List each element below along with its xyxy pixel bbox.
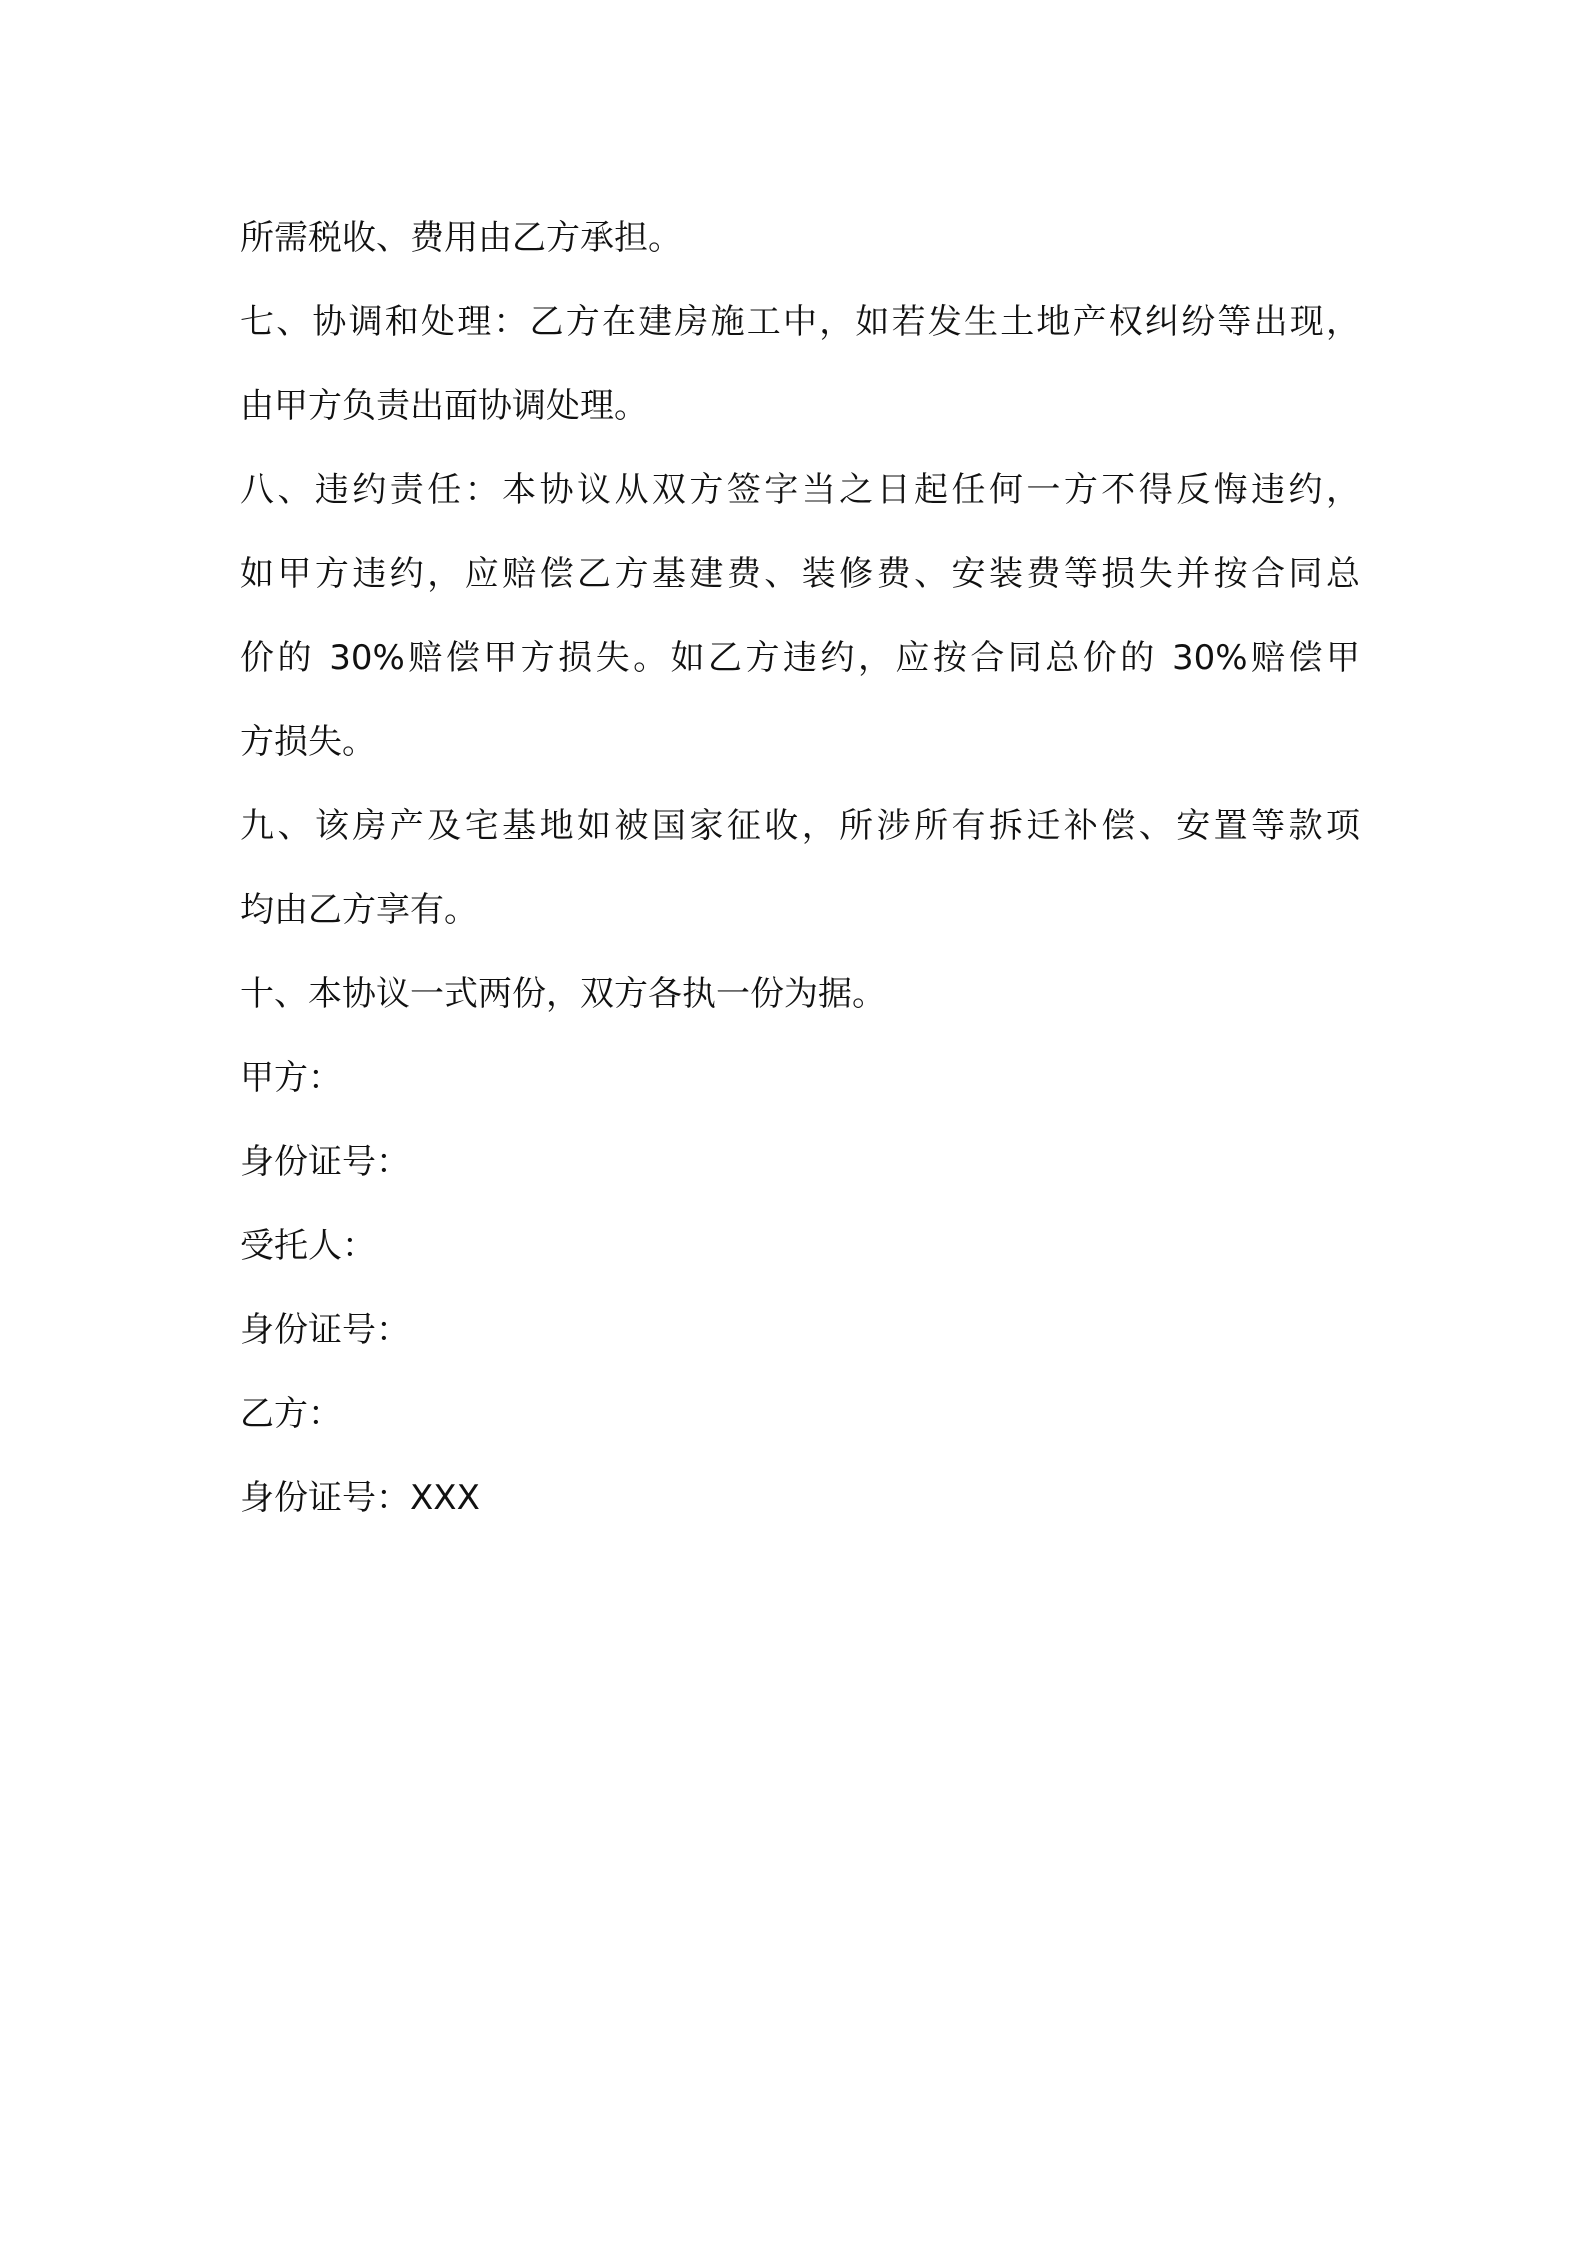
clause-8-line-4: 方损失。 <box>240 722 376 762</box>
clause-8-line-3: 价的 30%赔偿甲方损失。如乙方违约，应按合同总价的 30%赔偿甲 <box>240 638 1360 678</box>
clause-8-line-1: 八、违约责任：本协议从双方签字当之日起任何一方不得反悔违约， <box>240 470 1360 510</box>
clause-8-line-2: 如甲方违约，应赔偿乙方基建费、装修费、安装费等损失并按合同总 <box>240 554 1360 594</box>
document-body <box>240 196 1360 1540</box>
clause-7-line-2: 由甲方负责出面协调处理。 <box>240 386 648 426</box>
clause-10: 十、本协议一式两份，双方各执一份为据。 <box>240 974 886 1014</box>
party-b-id-label: 身份证号：XXX <box>240 1478 480 1518</box>
clause-9-line-2: 均由乙方享有。 <box>240 890 478 930</box>
clause-6-continuation: 所需税收、费用由乙方承担。 <box>240 218 682 258</box>
trustee-id-label: 身份证号： <box>240 1310 410 1350</box>
trustee-label: 受托人： <box>240 1226 376 1266</box>
party-a-label: 甲方： <box>240 1058 342 1098</box>
clause-9-line-1: 九、该房产及宅基地如被国家征收，所涉所有拆迁补偿、安置等款项 <box>240 806 1360 846</box>
party-a-id-label: 身份证号： <box>240 1142 410 1182</box>
party-b-label: 乙方： <box>240 1394 342 1434</box>
clause-7-line-1: 七、协调和处理：乙方在建房施工中，如若发生土地产权纠纷等出现， <box>240 302 1360 342</box>
